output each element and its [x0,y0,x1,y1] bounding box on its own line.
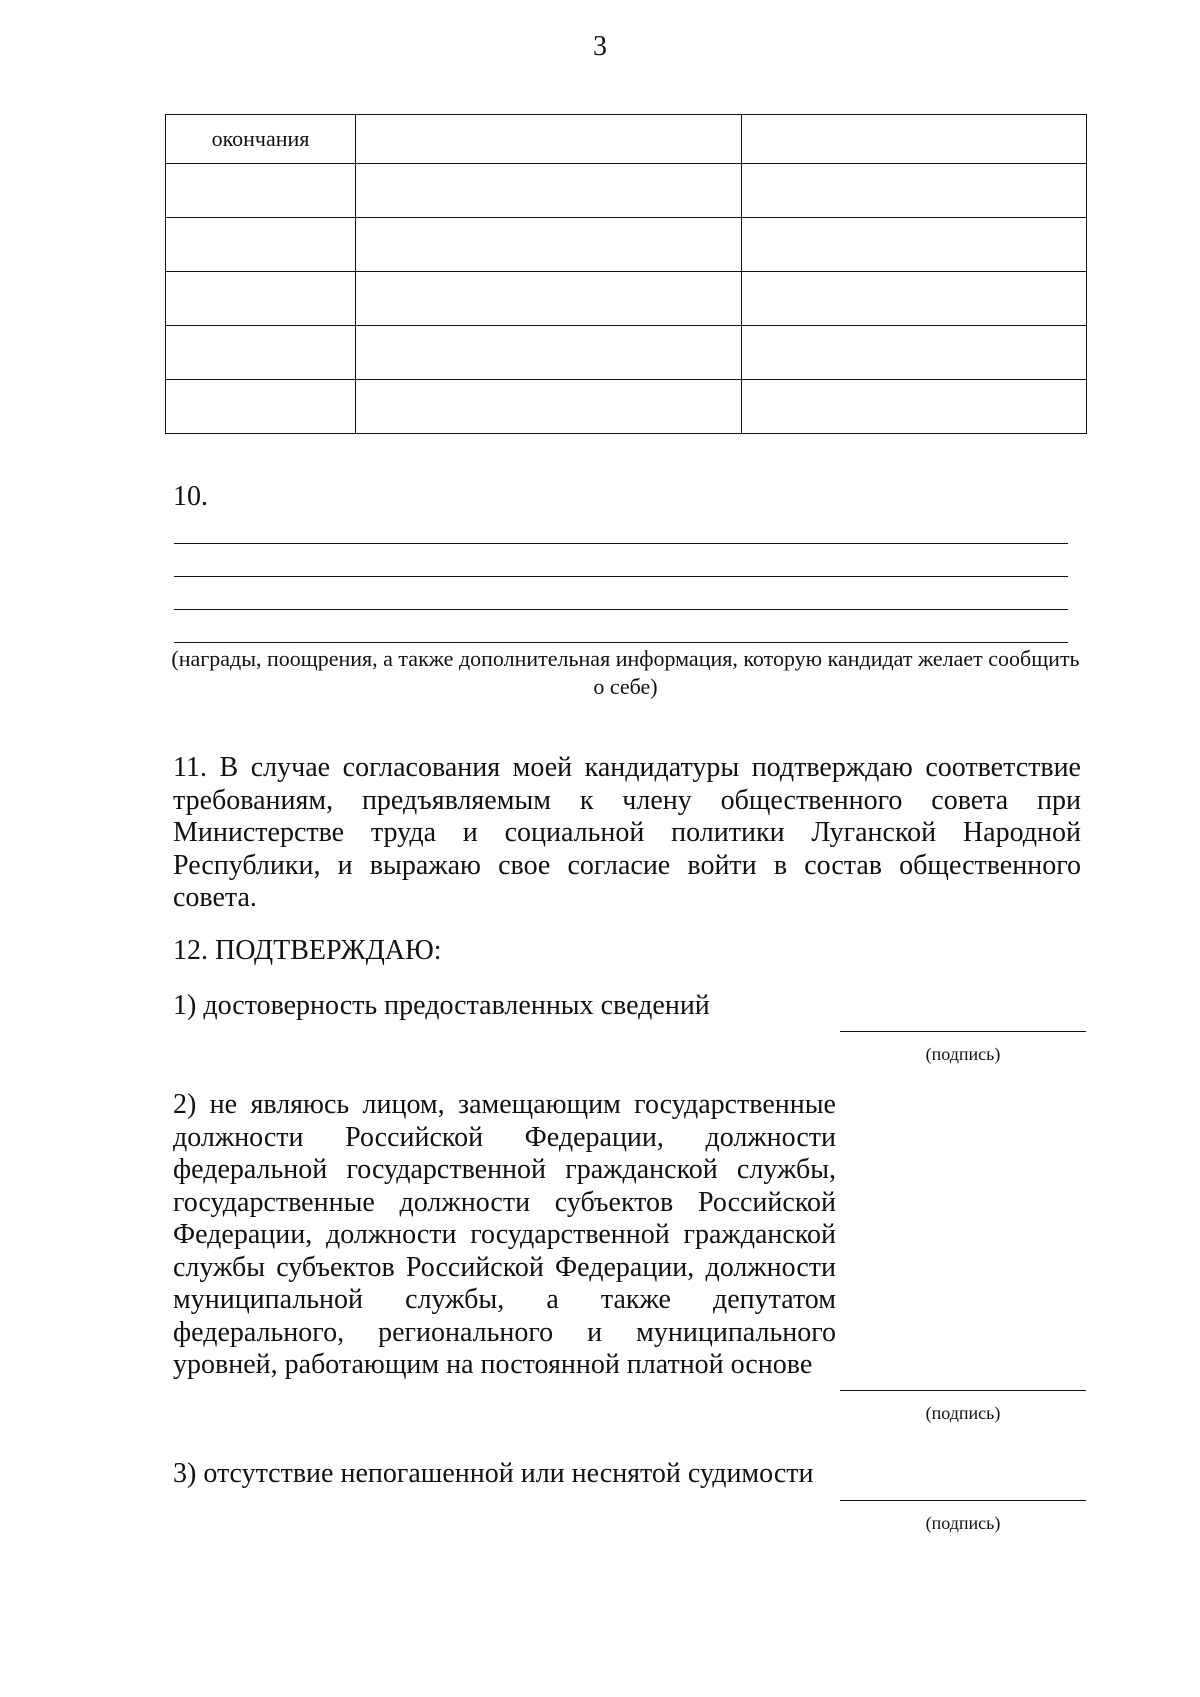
signature-line [840,1500,1086,1501]
table-cell [742,218,1087,272]
section-10-caption: (награды, поощрения, а также дополнительная информация, которую кандидат желает сообщить о себе) [171,646,1080,699]
table-row [166,115,1087,164]
table-cell [166,326,356,380]
table-cell [742,115,1087,164]
signature-line [840,1390,1086,1391]
table-cell [356,326,742,380]
fill-in-line [174,543,1068,544]
table-row [166,272,1087,326]
table-cell [742,326,1087,380]
confirmation-item-2: 2) не являюсь лицом, замещающим государственные должности Российской Федерации, должности федеральной государственной гражданской службы, государственные должности субъектов Российской Федерации, должности государственной гражданской службы субъектов Российской Федерации, должности муниципальной службы, а также депутатом федерального, регионального и муниципального уровней, работающим на постоянной платной основе [173,1089,836,1380]
confirmation-item-3: 3) отсутствие непогашенной или неснятой судимости [173,1458,814,1489]
table-cell [166,380,356,434]
table-row [166,326,1087,380]
table-cell [742,272,1087,326]
section-11-text: 11. В случае согласования моей кандидатуры подтверждаю соответствие требованиям, предъявляемым к члену общественного совета при Министерстве труда и социальной политики Луганской Народной Республики, и выражаю свое согласие войти в состав общественного совета. [173,752,1081,913]
confirmation-item-1: 1) достоверность предоставленных сведений [173,990,710,1021]
table-cell [166,272,356,326]
table-cell [356,115,742,164]
page-number: 3 [593,31,607,62]
table-row [166,380,1087,434]
table-cell [166,218,356,272]
signature-caption: (подпись) [925,1044,1001,1064]
table-cell [356,218,742,272]
fill-in-line [174,576,1068,577]
section-10-number: 10. [173,481,208,512]
table-cell [356,272,742,326]
section-12-heading: 12. ПОДТВЕРЖДАЮ: [173,935,442,966]
table-cell [742,380,1087,434]
table-cell [166,164,356,218]
signature-caption: (подпись) [925,1513,1001,1533]
fill-in-line [174,609,1068,610]
table-row [166,164,1087,218]
signature-caption: (подпись) [925,1403,1001,1423]
fill-in-line [174,642,1068,643]
table-cell [356,164,742,218]
table-cell [742,164,1087,218]
education-table [165,114,1087,434]
table-cell [356,380,742,434]
signature-line [840,1031,1086,1032]
table-row [166,218,1087,272]
table-cell: окончания [166,115,356,164]
